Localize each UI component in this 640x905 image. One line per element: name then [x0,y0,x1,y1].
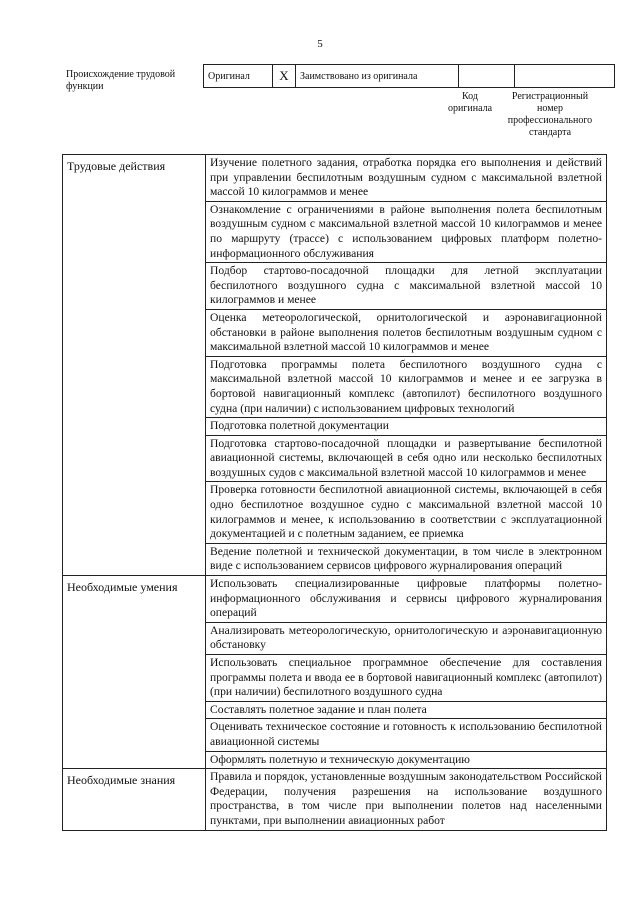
page-number: 5 [317,38,323,50]
labor-function-table [62,154,607,831]
table-row [63,769,607,830]
reg-number-caption: Регистрационный номер профессионального стандарта [507,91,593,138]
section-item: Оформлять полетную и техническую документацию [206,751,607,769]
section-item: Оценивать техническое состояние и готовность к использованию беспилотной авиационной системы [206,719,607,751]
borrowed-cell: Заимствовано из оригинала [296,65,459,88]
section-item: Правила и порядок, установленные воздушным законодательством Российской Федерации, получения разрешения на использование воздушного пространства, в том числе при выполнении полетов над населенными пунктами, при выполнении авиационных работ [206,769,607,830]
original-cell: Оригинал [204,65,273,88]
section-item: Использовать специальное программное обеспечение для составления программы полета и ввода ее в бортовой навигационный комплекс (автопилот) (при наличии) беспилотного воздушного судна [206,655,607,702]
section-item: Подготовка стартово-посадочной площадки и развертывание беспилотной авиационной системы, включающей в себя одно или несколько беспилотных воздушных судов с максимальной взлетной массой 10 килограммов и менее [206,435,607,482]
section-item: Подготовка полетной документации [206,418,607,436]
code-cell [459,65,515,88]
table-row [63,576,607,623]
section-header: Необходимые знания [63,769,206,830]
reg-number-cell [515,65,615,88]
section-item: Оценка метеорологической, орнитологической и аэронавигационной обстановки в районе выполнения полетов беспилотным воздушным судном с максимальной взлетной массой 10 килограммов и менее [206,309,607,356]
origin-table [203,64,615,88]
section-item: Проверка готовности беспилотной авиационной системы, включающей в себя одно беспилотное воздушное судно с максимальной взлетной массой 10 килограммов и менее, к использованию в соответствии с эксплуатационной документацией и с полетным заданием, ее приемка [206,482,607,543]
section-item: Подготовка программы полета беспилотного воздушного судна с максимальной взлетной массой 10 килограммов и менее и ее загрузка в бортовой навигационный комплекс (автопилот) беспилотного воздушного судна (при наличии) с использованием цифровых технологий [206,356,607,417]
section-item: Ознакомление с ограничениями в районе выполнения полета беспилотным воздушным судном с максимальной взлетной массой 10 килограммов и менее по маршруту (трассе) с использованием цифровых платформ полетно-информационного обслуживания [206,201,607,262]
section-header: Необходимые умения [63,576,206,769]
section-item: Составлять полетное задание и план полета [206,701,607,719]
section-header: Трудовые действия [63,155,206,576]
section-item: Анализировать метеорологическую, орнитологическую и аэронавигационную обстановку [206,622,607,654]
code-caption: Код оригинала [447,91,493,114]
table-row [63,155,607,202]
section-item: Использовать специализированные цифровые платформы полетно-информационного обслуживания и сервисы цифрового журналирования операций [206,576,607,623]
section-item: Подбор стартово-посадочной площадки для летной эксплуатации беспилотного воздушного судна с максимальной взлетной массой 10 килограммов и менее [206,263,607,310]
section-item: Ведение полетной и технической документации, в том числе в электронном виде с использованием сервисов цифрового журналирования операций [206,543,607,575]
origin-label: Происхождение трудовой функции [66,69,176,92]
section-item: Изучение полетного задания, отработка порядка его выполнения и действий при управлении беспилотным воздушным судном с максимальной взлетной массой 10 килограммов и менее [206,155,607,202]
original-mark: X [273,65,296,88]
